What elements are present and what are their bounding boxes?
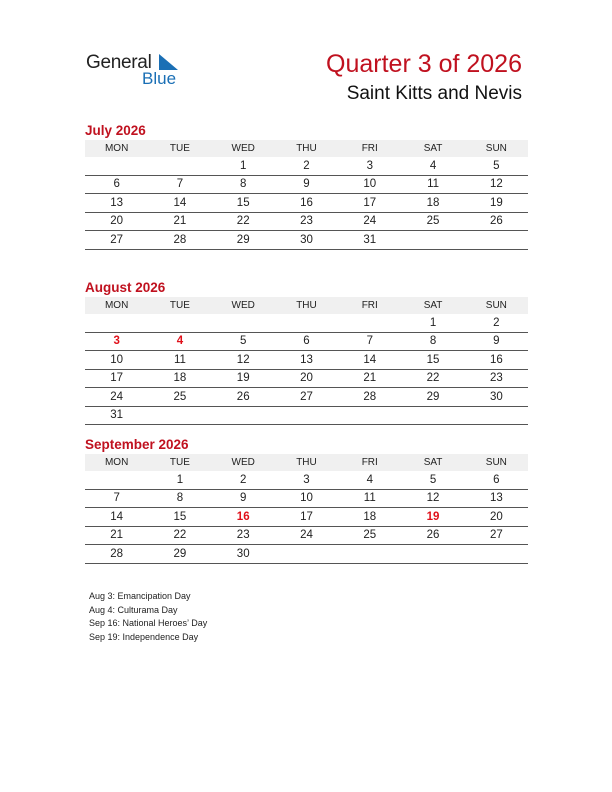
day-cell: 12 [465,175,528,194]
day-cell: 10 [275,489,338,508]
week-row [85,351,528,370]
day-cell: 21 [338,369,401,388]
calendar-table [85,454,528,564]
logo-text-general: General [86,52,152,73]
day-cell [401,231,464,250]
day-cell [148,406,211,425]
logo-text-blue: Blue [142,69,177,88]
week-row [85,212,528,231]
day-cell: 31 [85,406,148,425]
day-cell: 7 [338,332,401,351]
day-cell: 3 [275,471,338,489]
day-cell: 16 [275,194,338,213]
day-cell: 25 [401,212,464,231]
day-cell: 17 [275,508,338,527]
weekday-header: THU [275,297,338,314]
weekday-header: WED [212,140,275,157]
day-cell: 28 [85,545,148,564]
day-cell: 1 [401,314,464,332]
week-row [85,194,528,213]
weekday-header: FRI [338,297,401,314]
weekday-header: SAT [401,140,464,157]
day-cell: 7 [85,489,148,508]
day-cell: 2 [465,314,528,332]
day-cell: 13 [85,194,148,213]
week-row [85,489,528,508]
week-row [85,406,528,425]
day-cell: 27 [465,526,528,545]
day-cell: 15 [212,194,275,213]
month-september [85,436,528,564]
day-cell: 5 [212,332,275,351]
day-cell: 20 [85,212,148,231]
day-cell [85,471,148,489]
day-cell: 19 [465,194,528,213]
day-cell: 22 [212,212,275,231]
day-cell: 21 [148,212,211,231]
day-cell: 29 [401,388,464,407]
week-row [85,314,528,332]
weekday-header: TUE [148,454,211,471]
day-cell: 2 [275,157,338,175]
day-cell [401,545,464,564]
day-cell: 24 [338,212,401,231]
day-cell: 13 [275,351,338,370]
day-cell: 26 [212,388,275,407]
day-cell: 23 [275,212,338,231]
weekday-header: WED [212,297,275,314]
weekday-header: TUE [148,297,211,314]
day-cell: 11 [338,489,401,508]
day-cell: 4 [338,471,401,489]
country-name: Saint Kitts and Nevis [346,83,522,104]
day-cell: 28 [148,231,211,250]
day-cell: 6 [465,471,528,489]
day-cell: 20 [465,508,528,527]
day-cell [148,157,211,175]
week-row [85,369,528,388]
day-cell: 12 [401,489,464,508]
day-cell: 5 [465,157,528,175]
weekday-header-row [85,297,528,314]
weekday-header: MON [85,454,148,471]
day-cell: 7 [148,175,211,194]
month-title: July 2026 [85,123,146,138]
day-cell: 6 [275,332,338,351]
day-cell: 29 [212,231,275,250]
day-cell: 27 [275,388,338,407]
day-cell: 4 [401,157,464,175]
weekday-header: MON [85,140,148,157]
day-cell: 23 [212,526,275,545]
day-cell: 11 [401,175,464,194]
weekday-header: SUN [465,140,528,157]
holiday-day-cell: 4 [148,332,211,351]
day-cell [275,314,338,332]
day-cell: 21 [85,526,148,545]
day-cell: 30 [275,231,338,250]
holiday-note: Sep 19: Independence Day [89,631,199,642]
weekday-header: SAT [401,297,464,314]
day-cell: 9 [465,332,528,351]
day-cell: 25 [148,388,211,407]
calendar-table [85,140,528,250]
day-cell [338,545,401,564]
day-cell: 17 [85,369,148,388]
day-cell: 22 [401,369,464,388]
day-cell: 5 [401,471,464,489]
day-cell: 16 [465,351,528,370]
day-cell: 26 [401,526,464,545]
day-cell [338,406,401,425]
day-cell: 25 [338,526,401,545]
day-cell [275,545,338,564]
day-cell: 9 [212,489,275,508]
day-cell [85,157,148,175]
week-row [85,508,528,527]
weekday-header: SAT [401,454,464,471]
day-cell: 20 [275,369,338,388]
day-cell: 1 [148,471,211,489]
day-cell [275,406,338,425]
day-cell: 3 [338,157,401,175]
day-cell [465,231,528,250]
week-row [85,157,528,175]
day-cell: 15 [148,508,211,527]
holiday-notes [89,590,207,644]
day-cell: 28 [338,388,401,407]
day-cell: 26 [465,212,528,231]
quarter-title: Quarter 3 of 2026 [326,50,522,78]
generalblue-logo [86,52,196,92]
holiday-note: Aug 3: Emancipation Day [89,591,191,601]
day-cell: 10 [85,351,148,370]
day-cell [338,314,401,332]
weekday-header: THU [275,140,338,157]
day-cell: 29 [148,545,211,564]
day-cell: 18 [401,194,464,213]
weekday-header: WED [212,454,275,471]
week-row [85,332,528,351]
day-cell: 18 [338,508,401,527]
day-cell: 14 [148,194,211,213]
day-cell: 30 [212,545,275,564]
weekday-header: SUN [465,454,528,471]
day-cell: 13 [465,489,528,508]
day-cell: 6 [85,175,148,194]
holiday-day-cell: 19 [401,508,464,527]
calendar-table [85,297,528,425]
weekday-header: SUN [465,297,528,314]
day-cell: 8 [212,175,275,194]
month-title: September 2026 [85,437,189,452]
holiday-day-cell: 16 [212,508,275,527]
day-cell: 18 [148,369,211,388]
day-cell [85,314,148,332]
day-cell: 19 [212,369,275,388]
day-cell [401,406,464,425]
weekday-header: THU [275,454,338,471]
day-cell [212,314,275,332]
day-cell: 17 [338,194,401,213]
month-title: August 2026 [85,280,166,295]
weekday-header-row [85,140,528,157]
day-cell [465,545,528,564]
day-cell: 24 [275,526,338,545]
day-cell: 12 [212,351,275,370]
week-row [85,545,528,564]
day-cell: 14 [338,351,401,370]
day-cell: 30 [465,388,528,407]
holiday-note: Sep 16: National Heroes’ Day [89,618,208,628]
weekday-header: FRI [338,454,401,471]
day-cell [465,406,528,425]
weekday-header: TUE [148,140,211,157]
holiday-day-cell: 3 [85,332,148,351]
day-cell [212,406,275,425]
day-cell: 15 [401,351,464,370]
week-row [85,526,528,545]
holiday-note: Aug 4: Culturama Day [89,604,178,615]
day-cell: 11 [148,351,211,370]
day-cell: 23 [465,369,528,388]
day-cell: 2 [212,471,275,489]
week-row [85,231,528,250]
month-july [85,122,528,250]
day-cell: 31 [338,231,401,250]
day-cell: 10 [338,175,401,194]
day-cell: 27 [85,231,148,250]
month-august [85,279,528,425]
day-cell: 8 [401,332,464,351]
weekday-header-row [85,454,528,471]
weekday-header: MON [85,297,148,314]
day-cell: 22 [148,526,211,545]
weekday-header: FRI [338,140,401,157]
day-cell: 8 [148,489,211,508]
day-cell [148,314,211,332]
week-row [85,388,528,407]
day-cell: 9 [275,175,338,194]
week-row [85,175,528,194]
day-cell: 1 [212,157,275,175]
day-cell: 24 [85,388,148,407]
day-cell: 14 [85,508,148,527]
week-row [85,471,528,489]
